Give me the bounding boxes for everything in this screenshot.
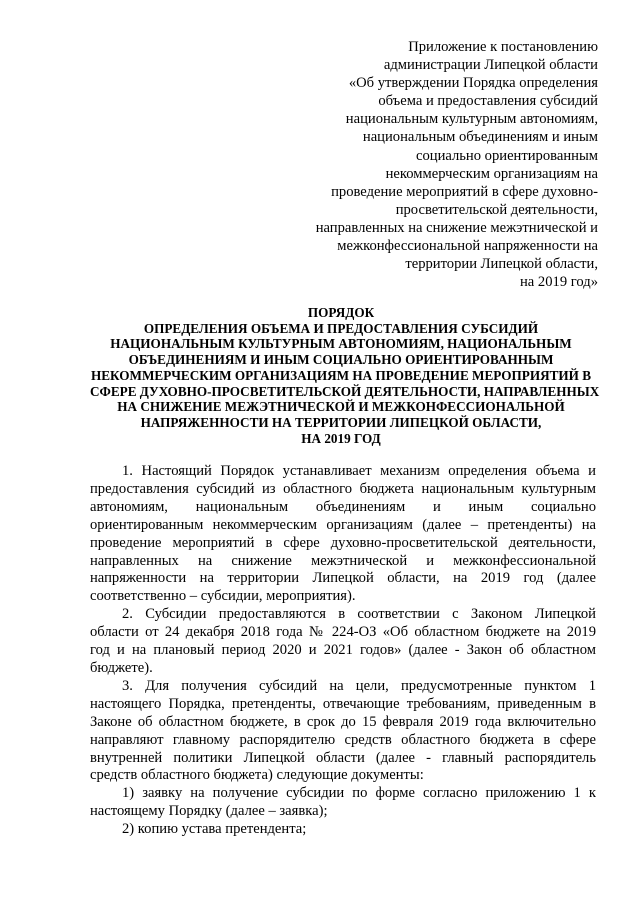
appendix-line: некоммерческим организациям на [385,165,598,182]
title-line: НА СНИЖЕНИЕ МЕЖЭТНИЧЕСКОЙ И МЕЖКОНФЕССИОНАЛЬНОЙ [117,399,565,415]
appendix-line: просветительской деятельности, [395,201,598,218]
document-body [90,463,596,839]
appendix-header [300,38,598,291]
title-line: НАЦИОНАЛЬНЫМ КУЛЬТУРНЫМ АВТОНОМИЯМ, НАЦИОНАЛЬНЫМ [110,336,572,352]
title-line: ОБЪЕДИНЕНИЯМ И ИНЫМ СОЦИАЛЬНО ОРИЕНТИРОВАННЫМ [128,352,554,368]
paragraph-line: предоставления субсидий из областного бюджета национальным культурным [90,480,596,497]
paragraph-line: области от 24 декабря 2018 года № 224-ОЗ «Об областном бюджете на 2019 [90,624,596,641]
paragraph-line: настоящему Порядку (далее – заявка); [90,803,328,820]
document-title [90,305,600,446]
paragraph-line: бюджете). [90,659,153,676]
paragraph-line: проведение мероприятий в сфере духовно-просветительской деятельности, [90,534,596,551]
appendix-line: проведение мероприятий в сфере духовно- [331,183,598,200]
paragraph-line: 1. Настоящий Порядок устанавливает механизм определения объема и [122,463,596,479]
paragraph-line: настоящего Порядка, претенденты, отвечающие требованиям, приведенным в [90,695,596,712]
appendix-line: на 2019 год» [520,274,598,291]
paragraph-line: автономиям, национальным объединениям и иным социально [90,498,596,515]
paragraph-line: направляют главному распорядителю средств областного бюджета в сфере [90,731,596,748]
paragraph-line: соответственно – субсидии, мероприятия). [90,588,356,605]
title-line: СФЕРЕ ДУХОВНО-ПРОСВЕТИТЕЛЬСКОЙ ДЕЯТЕЛЬНОСТИ, НАПРАВЛЕННЫХ [90,383,600,399]
paragraph-line: 3. Для получения субсидий на цели, предусмотренные пунктом 1 [122,677,596,694]
title-line: НЕКОММЕРЧЕСКИМ ОРГАНИЗАЦИЯМ НА ПРОВЕДЕНИЕ МЕРОПРИЯТИЙ В [90,367,592,383]
appendix-line: «Об утверждении Порядка определения [348,75,598,92]
paragraph-line: год и на плановый период 2020 и 2021 годов» (далее - Закон об областном [90,642,596,659]
title-line: НАПРЯЖЕННОСТИ НА ТЕРРИТОРИИ ЛИПЕЦКОЙ ОБЛАСТИ, [140,414,542,430]
paragraph-line: напряженности на территории Липецкой области, на 2019 год (далее [90,570,596,587]
paragraph-line: внутренней политики Липецкой области (далее - главный распорядитель [90,749,596,766]
appendix-line: Приложение к постановлению [408,39,598,55]
paragraph-line: направленных на снижение межэтнической и межконфессиональной [90,552,596,569]
appendix-line: администрации Липецкой области [383,57,598,74]
paragraph-line: 1) заявку на получение субсидии по форме согласно приложению 1 к [122,785,596,802]
title-line: НА 2019 ГОД [301,430,381,446]
appendix-line: социально ориентированным [415,147,598,164]
paragraph-line: ориентированным некоммерческим организациям (далее – претенденты) на [90,516,596,533]
appendix-line: объема и предоставления субсидий [378,93,598,110]
paragraph-line: Законе об областном бюджете, в срок до 15 февраля 2019 года включительно [90,713,596,730]
appendix-line: национальным культурным автономиям, [345,111,598,128]
paragraph-line: 2) копию устава претендента; [122,821,307,838]
paragraph-line: 2. Субсидии предоставляются в соответствии с Законом Липецкой [122,606,596,623]
paragraph-line: средств областного бюджета) следующие документы: [90,767,424,784]
appendix-line: территории Липецкой области, [405,256,598,273]
appendix-line: национальным объединениям и иным [362,129,598,146]
appendix-line: межконфессиональной напряженности на [337,238,598,255]
appendix-line: направленных на снижение межэтнической и [315,219,598,236]
title-line: ОПРЕДЕЛЕНИЯ ОБЪЕМА И ПРЕДОСТАВЛЕНИЯ СУБСИДИЙ [143,320,539,336]
title-line: ПОРЯДОК [307,305,375,320]
